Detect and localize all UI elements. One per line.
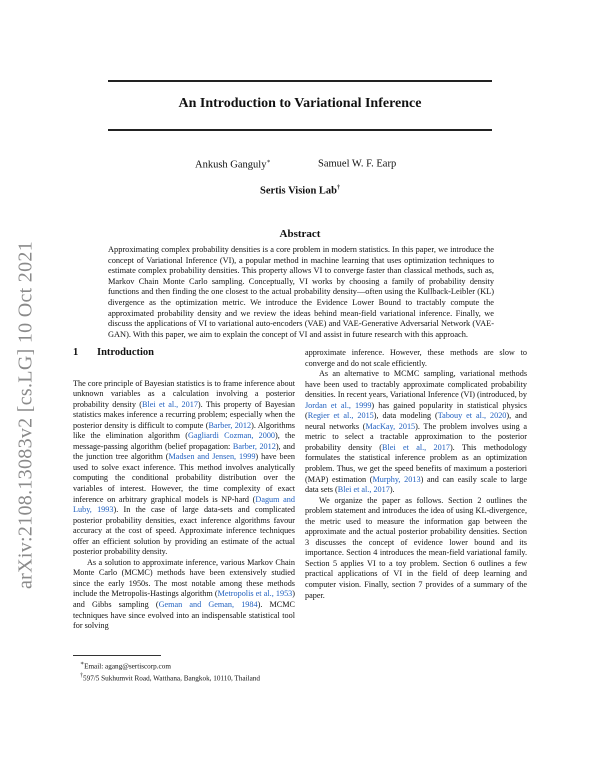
paragraph xyxy=(305,348,527,369)
citation-link[interactable]: Jordan et al., 1999 xyxy=(305,400,372,410)
author-2: Samuel W. F. Earp xyxy=(318,158,397,170)
title-rule-top xyxy=(108,80,492,82)
citation-link[interactable]: Madsen and Jensen, 1999 xyxy=(168,452,256,462)
citation-link[interactable]: Tabouy et al., 2020 xyxy=(437,411,507,421)
right-paragraphs xyxy=(305,348,527,601)
paragraph-text: ). In the case of large data-sets and complicated posterior probability densities, exact inference algorithms favour accuracy at the cost of speed. Approximate inference techniques offer an efficient solution by providing an estimate of the actual posterior probability density. xyxy=(73,505,295,557)
citation-link[interactable]: MacKay, 2015 xyxy=(365,421,416,431)
citation-link[interactable]: Dagum and Luby, 1993 xyxy=(73,494,295,515)
citation-link[interactable]: Barber, 2012 xyxy=(208,420,252,430)
paragraph-text: ) and can easily scale to large data sets ( xyxy=(305,474,527,495)
citation-link[interactable]: Regier et al., 2015 xyxy=(307,411,374,421)
paragraph-text: ), data modeling ( xyxy=(373,411,438,421)
footnote-2: †597/5 Sukhumvit Road, Watthana, Bangkok, 10110, Thailand xyxy=(80,673,260,683)
paragraph xyxy=(73,558,295,632)
paragraph-text: We organize the paper as follows. Section 2 outlines the problem statement and introduces the idea of using KL-divergence, the metric used to measure the information gap between the approximate and the actual posterior probability densities. Section 3 discusses the concept of evidence lower bound and its importance. Section 4 introduces the mean-field variational family. Section 5 applies VI to a toy problem. Section 6 outlines a few practical applications of VI in the field of deep learning and computer vision. Finally, section 7 provides of a summary of the paper. xyxy=(305,495,527,600)
paragraph xyxy=(305,369,527,496)
footnotes xyxy=(80,659,260,684)
paragraph-text: ). The problem involves using a metric to select a tractable approximation to the posterior probability density ( xyxy=(305,421,527,452)
arxiv-stamp xyxy=(6,205,46,625)
paragraph xyxy=(73,379,295,558)
paragraph-text: ). xyxy=(389,485,395,495)
author-1: Ankush Ganguly∗ xyxy=(195,159,271,171)
citation-link[interactable]: Geman and Geman, 1984 xyxy=(158,600,258,610)
affiliation: Sertis Vision Lab† xyxy=(259,185,341,197)
left-paragraphs xyxy=(73,379,295,632)
arxiv-stamp-text: arXiv:2108.13083v2 [cs.LG] 10 Oct 2021 xyxy=(14,240,37,590)
right-column xyxy=(305,348,527,601)
paragraph-text: As an alternative to MCMC sampling, variational methods have been used to tractably approximate complicated probability densities. In recent years, Variational Inference (VI) (introduced, by xyxy=(305,369,527,400)
citation-link[interactable]: Blei et al., 2017 xyxy=(141,399,198,409)
paragraph-text: ). This property of Bayesian statistics makes inference a recurring problem; especially when the posterior density is difficult to compute ( xyxy=(73,399,296,430)
paragraph-text: ), and the junction tree algorithm ( xyxy=(73,441,295,462)
paragraph xyxy=(305,496,527,601)
left-column xyxy=(73,348,295,632)
paragraph-text: As a solution to approximate inference, various Markov Chain Monte Carlo (MCMC) methods have been extensively studied since the early 1950s. The most notable among these methods include the Metropolis-Hastings algorithm ( xyxy=(73,557,295,599)
abstract-text: Approximating complex probability densities is a core problem in modern statistics. In this paper, we introduce the concept of Variational Inference (VI), a popular method in machine learning that uses optimization techniques to estimate complex probability densities. This property allows VI to converge faster than classical methods, such as, Markov Chain Monte Carlo sampling. Conceptually, VI works by choosing a family of probability density functions and then finding the one closest to the actual probability density—often using the Kullback-Leibler (KL) divergence as the optimization metric. We introduce the Evidence Lower Bound to tractably compute the approximated probability density and we review the ideas behind mean-field variational inference. Finally, we discuss the applications of VI to variational auto-encoders (VAE) and VAE-Generative Adversarial Network (VAE-GAN). With this paper, we aim to explain the concept of VI and assist in future research with this approach. xyxy=(108,245,494,339)
citation-link[interactable]: Metropolis et al., 1953 xyxy=(217,589,293,599)
paragraph-text: ) has gained popularity in statistical physics ( xyxy=(305,400,527,421)
section-heading: 1 Introduction xyxy=(73,347,154,358)
paragraph-text: ) and Gibbs sampling ( xyxy=(73,589,296,610)
paragraph-text: ). MCMC techniques have since evolved into an indispensable statistical tool for solving xyxy=(73,600,296,631)
paragraph-text: The core principle of Bayesian statistics is to frame inference about unknown variables as a calculation involving a posterior probability density ( xyxy=(73,378,295,409)
citation-link[interactable]: Blei et al., 2017 xyxy=(381,442,450,452)
footnote-rule xyxy=(73,655,161,656)
abstract-heading: Abstract xyxy=(279,228,321,240)
title-rule-bottom xyxy=(108,129,492,131)
citation-link[interactable]: Gagliardi Cozman, 2000 xyxy=(187,431,276,441)
paragraph-text: ). Algorithms like the elimination algorithm ( xyxy=(73,420,295,441)
paper-title: An Introduction to Variational Inference xyxy=(178,96,422,111)
paragraph-text: ), and neural networks ( xyxy=(305,411,527,431)
paragraph-text: ), the message-passing algorithm (belief propagation: xyxy=(73,431,295,451)
paragraph-text: approximate inference. However, these methods are slow to converge and do not scale efficiently. xyxy=(305,348,527,368)
paragraph-text: ). This methodology formulates the statistical inference problem as an optimization problem. Thus, we get the speed benefits of maximum a posteriori (MAP) estimation ( xyxy=(305,442,528,484)
paragraph-text: ) have been used to solve exact inference. This method involves analytically computing the conditional probability distribution over the variables of interest. However, the time complexity of exact inference on arbitrary graphical models is NP-hard ( xyxy=(73,452,295,504)
footnote-1: ∗Email: agang@sertiscorp.com xyxy=(80,661,171,671)
citation-link[interactable]: Blei et al., 2017 xyxy=(337,485,390,495)
citation-link[interactable]: Barber, 2012 xyxy=(232,441,276,451)
citation-link[interactable]: Murphy, 2013 xyxy=(372,474,421,484)
